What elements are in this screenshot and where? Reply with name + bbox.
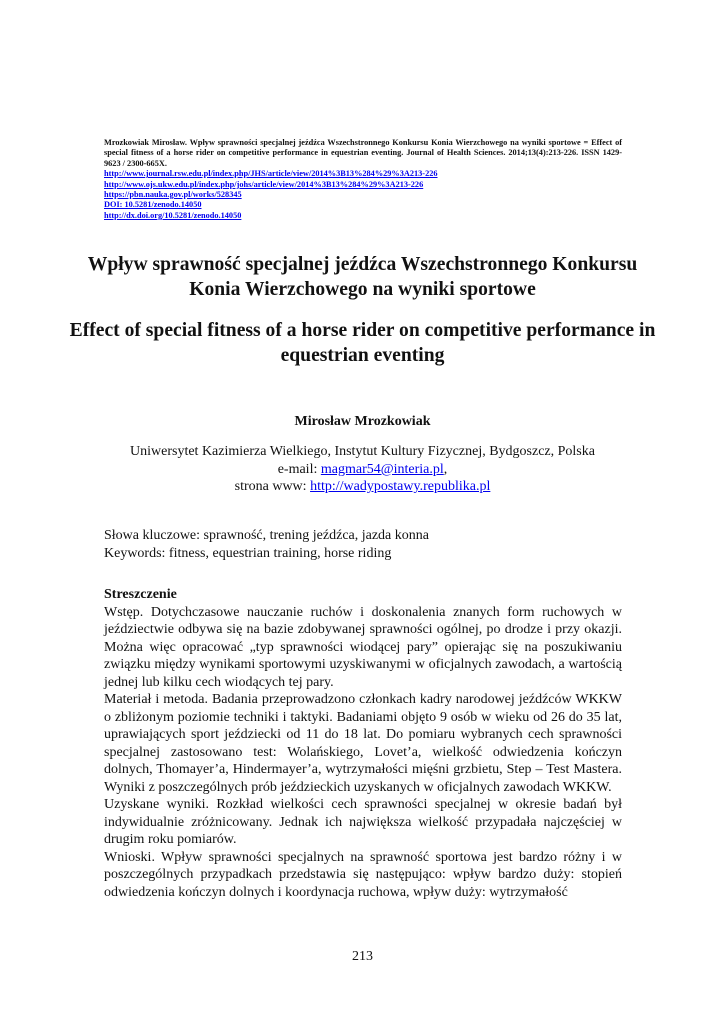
affiliation-www-line (60, 478, 665, 496)
www-link[interactable]: http://wadypostawy.republika.pl (310, 479, 491, 494)
www-label: strona www: (234, 479, 311, 494)
citation-link-doi[interactable]: DOI: 10.5281/zenodo.14050 (104, 200, 202, 210)
citation-link-journal[interactable]: http://www.journal.rsw.edu.pl/index.php/JHS/article/view/2014%3B13%284%29%3A213-226 (104, 169, 438, 179)
affiliation-block (60, 443, 665, 496)
title-polish: Wpływ sprawność specjalnej jeźdźca Wszechstronnego Konkursu Konia Wierzchowego na wyniki sportowe (87, 254, 638, 300)
citation-link-doi-url[interactable]: http://dx.doi.org/10.5281/zenodo.14050 (104, 210, 242, 220)
affiliation-institution: Uniwersytet Kazimierza Wielkiego, Instytut Kultury Fizycznej, Bydgoszcz, Polska (130, 444, 595, 459)
citation-link-pbn[interactable]: https://pbn.nauka.gov.pl/works/528345 (104, 190, 242, 200)
author-name: Mirosław Mrozkowiak (294, 414, 431, 429)
abstract-paragraph-conclusions: Wnioski. Wpływ sprawności specjalnych na sprawność sportowa jest bardzo różny i w poszczególnych przypadkach przedstawia się następująco: wpływ bardzo duży: stopień odwiedzenia kończyn dolnych i koordynacja ruchowa, wpływ duży: wytrzymałość (104, 849, 622, 900)
citation-text: Mrozkowiak Mirosław. Wpływ sprawności specjalnej jeźdźca Wszechstronnego Konkursu Konia Wierzchowego na wyniki sportowe = Effect of special fitness of a horse rider on competitive performance in equestrian eventing. Journal of Health Sciences. 2014;13(4):213-226. ISSN 1429-9623 / 2300-665X. (104, 138, 622, 168)
email-suffix: , (443, 461, 448, 477)
abstract-section (104, 586, 622, 901)
citation-block (104, 138, 622, 221)
keywords-block (104, 527, 624, 562)
title-english: Effect of special fitness of a horse rider on competitive performance in equestrian eventing (69, 320, 656, 366)
citation-link-ojs[interactable]: http://www.ojs.ukw.edu.pl/index.php/johs/article/view/2014%3B13%284%29%3A213-226 (104, 179, 424, 189)
affiliation-email-line (60, 461, 665, 479)
email-link[interactable]: magmar54@interia.pl (320, 461, 444, 477)
abstract-paragraph-intro: Wstęp. Dotychczasowe nauczanie ruchów i doskonalenia znanych form ruchowych w jeździectwie odbywa się na bazie zdobywanej sprawności ogólnej, po drodze i przy okazji. Można więc opracować „typ sprawności wiodącej pary” opierając się na poszukiwaniu związku między wynikami sportowymi uzyskiwanymi w oficjalnych zawodach, a wartością jednej lub kilku cech wiodących tej pary. (104, 604, 622, 690)
keywords-english: Keywords: fitness, equestrian training, horse riding (104, 545, 392, 561)
keywords-polish: Słowa kluczowe: sprawność, trening jeźdźca, jazda konna (104, 528, 429, 543)
abstract-heading: Streszczenie (104, 587, 177, 602)
email-label: e-mail: (277, 461, 321, 477)
abstract-paragraph-methods: Materiał i metoda. Badania przeprowadzono członkach kadry narodowej jeźdźców WKKW o zbliżonym poziomie techniki i taktyki. Badaniami objęto 9 osób w wieku od 26 do 35 lat, uprawiających sport jeździecki od 11 do 18 lat. Do pomiaru wybranych cech sprawności specjalnej zastosowano test: Wolańskiego, Lovet’a, wielkość odwiedzenia kończyn dolnych, Thomayer’a, Hindermayer’a, wytrzymałości mięśni grzbietu, Step – Test Mastera. Wyniki z poszczególnych prób jeździeckich uzyskanych w oficjalnych zawodach WKKW. (104, 692, 622, 795)
page-number: 213 (352, 949, 373, 964)
abstract-paragraph-results: Uzyskane wyniki. Rozkład wielkości cech sprawności specjalnej w okresie badań był indywidualnie zróżnicowany. Jednak ich największa wielkość przypadała najczęściej w drugim roku pomiarów. (104, 797, 622, 847)
